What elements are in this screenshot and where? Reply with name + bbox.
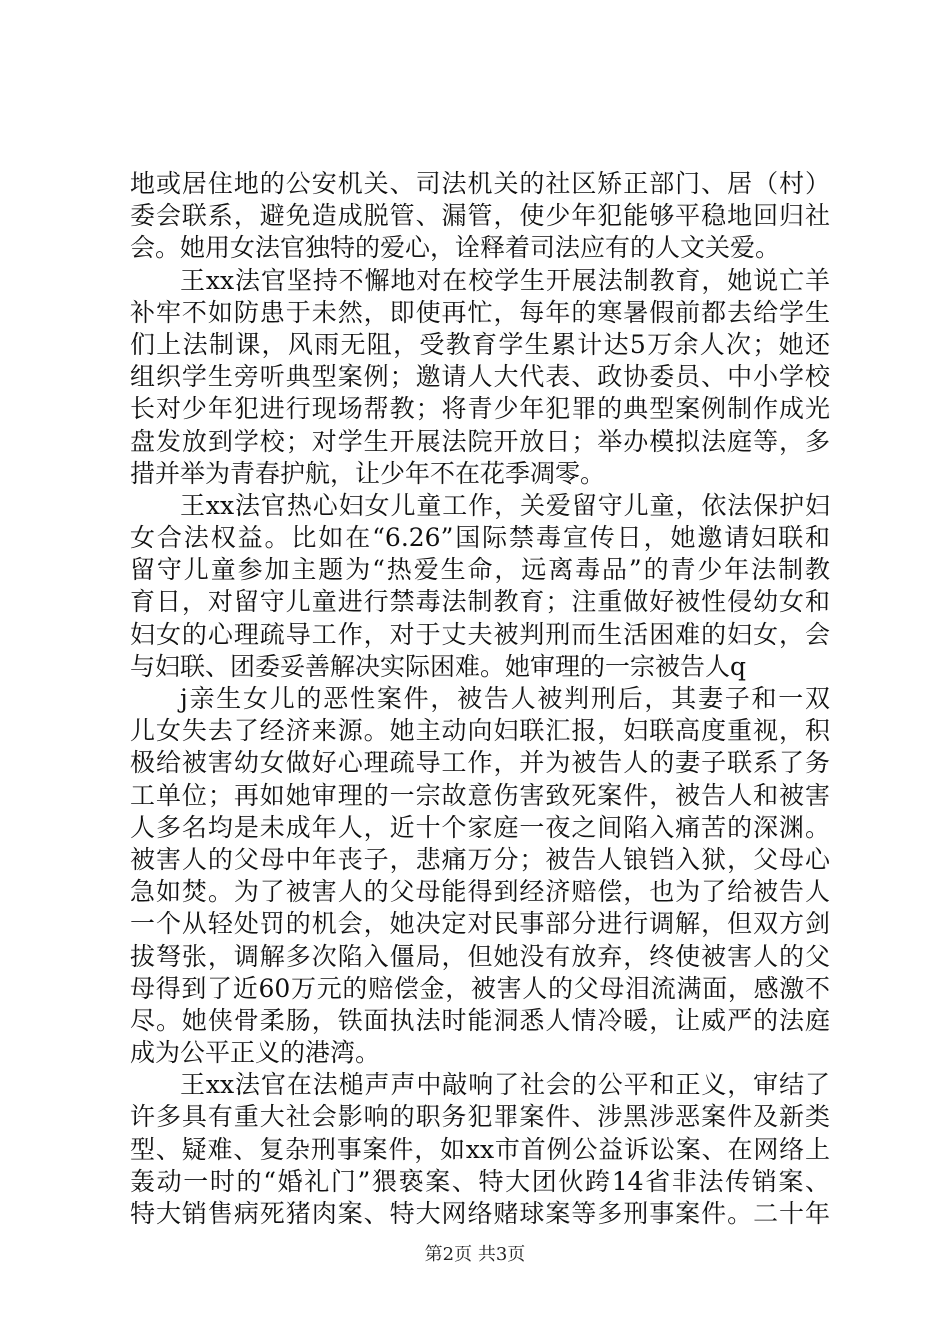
- text-line: 工单位；再如她审理的一宗故意伤害致死案件，被告人和被害: [130, 780, 830, 810]
- text-line: 们上法制课，风雨无阻，受教育学生累计达5万余人次；她还: [130, 329, 830, 359]
- text-line: 女合法权益。比如在“6.26”国际禁毒宣传日，她邀请妇联和: [130, 523, 830, 553]
- text-line: 一个从轻处罚的机会，她决定对民事部分进行调解，但双方剑: [130, 909, 830, 939]
- text-line: 留守儿童参加主题为“热爱生命，远离毒品”的青少年法制教: [130, 555, 830, 585]
- text-line: 急如焚。为了被害人的父母能得到经济赔偿，也为了给被告人: [130, 877, 830, 907]
- text-line: 长对少年犯进行现场帮教；将青少年犯罪的典型案例制作成光: [130, 394, 830, 424]
- text-line: 会。她用女法官独特的爱心，诠释着司法应有的人文关爱。: [130, 233, 781, 263]
- text-line: 补牢不如防患于未然，即使再忙，每年的寒暑假前都去给学生: [130, 297, 830, 327]
- text-line: 尽。她侠骨柔肠，铁面执法时能洞悉人情冷暖，让威严的法庭: [130, 1005, 830, 1035]
- text-line: 地或居住地的公安机关、司法机关的社区矫正部门、居（村）: [130, 169, 830, 198]
- page-footer: [0, 1240, 950, 1266]
- text-line: 妇女的心理疏导工作，对于丈夫被判刑而生活困难的妇女，会: [130, 619, 830, 649]
- text-line: 与妇联、团委妥善解决实际困难。她审理的一宗被告人q: [130, 651, 747, 681]
- text-line: 型、疑难、复杂刑事案件，如xx市首例公益诉讼案、在网络上: [130, 1134, 830, 1164]
- text-line: 轰动一时的“婚礼门”猥亵案、特大团伙跨14省非法传销案、: [130, 1166, 830, 1196]
- text-line: j亲生女儿的恶性案件，被告人被判刑后，其妻子和一双: [180, 684, 830, 713]
- text-line: 措并举为青春护航，让少年不在花季凋零。: [130, 458, 606, 488]
- body-text: [130, 168, 830, 1230]
- text-line: 组织学生旁听典型案例；邀请人大代表、政协委员、中小学校: [130, 362, 830, 392]
- text-line: 特大销售病死猪肉案、特大网络赌球案等多刑事案件。二十年: [130, 1199, 830, 1228]
- text-line: 许多具有重大社会影响的职务犯罪案件、涉黑涉恶案件及新类: [130, 1102, 830, 1132]
- text-line: 育日，对留守儿童进行禁毒法制教育；注重做好被性侵幼女和: [130, 587, 830, 617]
- text-line: 盘发放到学校；对学生开展法院开放日；举办模拟法庭等，多: [130, 426, 830, 456]
- text-line: 委会联系，避免造成脱管、漏管，使少年犯能够平稳地回归社: [130, 201, 830, 231]
- text-line: 王xx法官坚持不懈地对在校学生开展法制教育，她说亡羊: [180, 265, 830, 295]
- text-line: 人多名均是未成年人，近十个家庭一夜之间陷入痛苦的深渊。: [130, 812, 830, 842]
- page-number-label: 第2页 共3页: [424, 1244, 526, 1265]
- text-line: 被害人的父母中年丧子，悲痛万分；被告人锒铛入狱，父母心: [130, 844, 830, 874]
- text-line: 王xx法官在法槌声声中敲响了社会的公平和正义，审结了: [180, 1070, 830, 1100]
- text-line: 极给被害幼女做好心理疏导工作，并为被告人的妻子联系了务: [130, 748, 830, 778]
- text-line: 母得到了近60万元的赔偿金，被害人的父母泪流满面，感激不: [130, 973, 830, 1003]
- text-line: 成为公平正义的港湾。: [130, 1038, 381, 1068]
- text-line: 王xx法官热心妇女儿童工作，关爱留守儿童，依法保护妇: [180, 490, 830, 520]
- text-line: 儿女失去了经济来源。她主动向妇联汇报，妇联高度重视，积: [130, 716, 830, 746]
- text-line: 拔弩张，调解多次陷入僵局，但她没有放弃，终使被害人的父: [130, 941, 830, 971]
